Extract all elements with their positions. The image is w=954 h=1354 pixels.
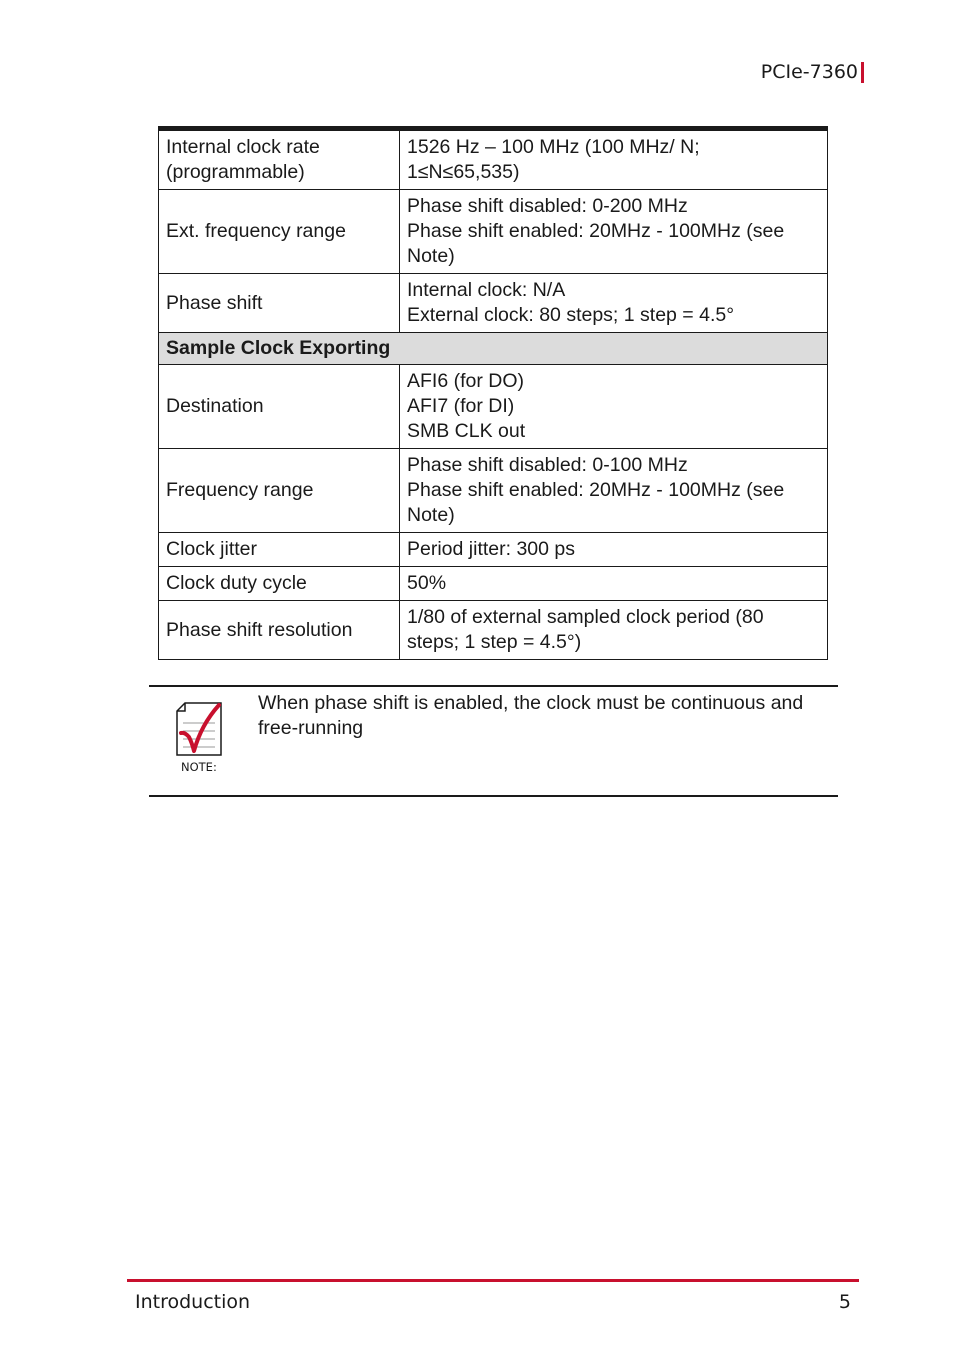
table-row [159, 567, 828, 601]
note-checkmark-icon [175, 699, 223, 759]
spec-label-cell [159, 449, 400, 533]
table-row [159, 533, 828, 567]
note-box [149, 685, 838, 797]
table-row [159, 190, 828, 274]
spec-label-line: Phase shift [166, 291, 263, 314]
table-row [159, 449, 828, 533]
spec-value-line: Period jitter: 300 ps [407, 538, 576, 560]
spec-value-line: Phase shift disabled: 0-100 MHz [407, 454, 688, 476]
header-accent-bar [861, 62, 864, 83]
spec-value-line: Phase shift enabled: 20MHz - 100MHz (see [407, 479, 785, 501]
spec-label-line: Clock jitter [166, 538, 258, 560]
spec-value-line: Note) [407, 245, 455, 267]
spec-label-line: Destination [166, 395, 264, 417]
note-label: NOTE: [181, 760, 217, 774]
spec-label-cell [159, 533, 400, 567]
spec-value-cell [400, 129, 828, 190]
spec-value-line: SMB CLK out [407, 420, 526, 442]
spec-label-line: Clock duty cycle [166, 572, 307, 594]
spec-value-cell [400, 274, 828, 333]
spec-label-line: Frequency range [166, 479, 314, 501]
spec-value-line: Note) [407, 504, 455, 526]
spec-value-line: AFI6 (for DO) [407, 370, 525, 392]
table-row [159, 601, 828, 660]
spec-value-line: 50% [407, 572, 447, 594]
spec-label-line: Ext. frequency range [166, 220, 346, 242]
spec-value-cell [400, 533, 828, 567]
spec-value-cell [400, 190, 828, 274]
spec-value-cell [400, 449, 828, 533]
spec-value-line: steps; 1 step = 4.5°) [407, 631, 582, 653]
specifications-table [158, 126, 828, 660]
spec-value-line: Internal clock: N/A [407, 279, 566, 301]
spec-value-line: 1526 Hz – 100 MHz (100 MHz/ N; [407, 136, 700, 158]
spec-label-cell [159, 365, 400, 449]
spec-value-cell [400, 365, 828, 449]
spec-value-line: Phase shift enabled: 20MHz - 100MHz (see [407, 220, 785, 242]
table-row [159, 129, 828, 190]
footer-section-name: Introduction [135, 1291, 251, 1313]
note-text: When phase shift is enabled, the clock must be continuous and free-running [258, 692, 804, 739]
table-section-row [159, 333, 828, 365]
spec-value-line: 1/80 of external sampled clock period (80 [407, 606, 764, 628]
spec-value-line: AFI7 (for DI) [407, 395, 515, 417]
spec-value-line: 1≤N≤65,535) [407, 161, 520, 183]
spec-label-cell [159, 190, 400, 274]
spec-label-line: Internal clock rate [166, 136, 320, 158]
table-row [159, 274, 828, 333]
spec-value-line: Phase shift disabled: 0-200 MHz [407, 195, 688, 217]
spec-label-cell [159, 567, 400, 601]
spec-label-line: (programmable) [166, 161, 305, 183]
table-section-heading: Sample Clock Exporting [159, 333, 828, 365]
footer-page-number: 5 [838, 1291, 851, 1313]
footer-rule [127, 1279, 859, 1282]
spec-value-cell [400, 601, 828, 660]
spec-value-line: External clock: 80 steps; 1 step = 4.5° [407, 304, 735, 326]
spec-label-cell [159, 129, 400, 190]
spec-label-cell [159, 601, 400, 660]
spec-label-line: Phase shift resolution [166, 618, 353, 641]
spec-value-cell [400, 567, 828, 601]
table-row [159, 365, 828, 449]
specifications-table-body [159, 129, 828, 660]
spec-label-cell [159, 274, 400, 333]
running-header-title: PCIe-7360 [760, 61, 858, 83]
